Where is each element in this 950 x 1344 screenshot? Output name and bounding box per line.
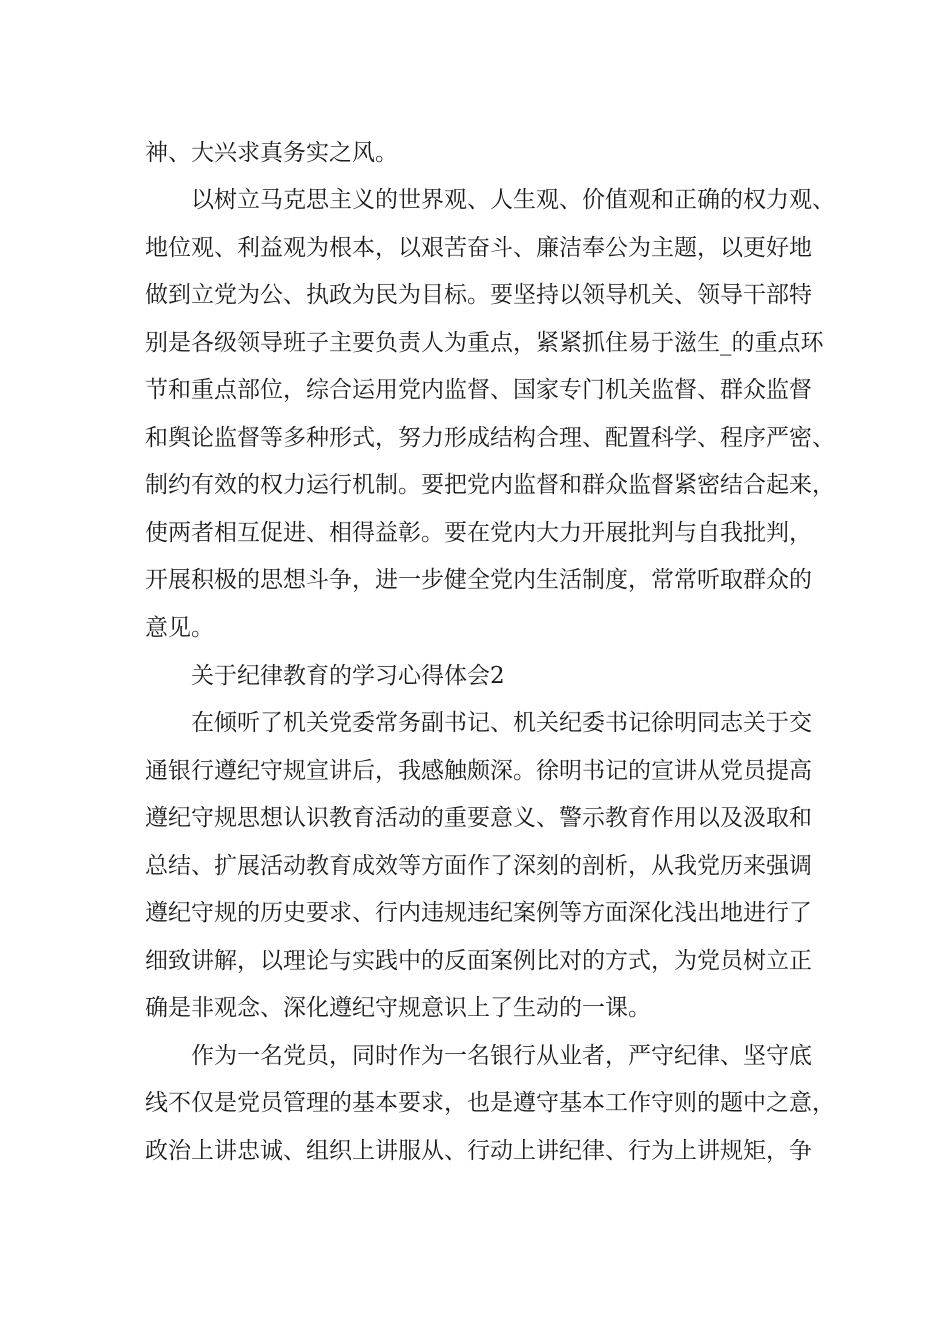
paragraph-line: 开展积极的思想斗争，进一步健全党内生活制度，常常听取群众的 xyxy=(145,567,812,593)
paragraph-line: 别是各级领导班子主要负责人为重点，紧紧抓住易于滋生_的重点环 xyxy=(145,330,824,356)
paragraph-line: 制约有效的权力运行机制。要把党内监督和群众监督紧密结合起来， xyxy=(145,472,835,498)
paragraph-line: 使两者相互促进、相得益彰。要在党内大力开展批判与自我批判， xyxy=(145,520,812,546)
paragraph-line: 节和重点部位，综合运用党内监督、国家专门机关监督、群众监督 xyxy=(145,377,812,403)
paragraph-line: 遵纪守规的历史要求、行内违规违纪案例等方面深化浅出地进行了 xyxy=(145,900,812,926)
paragraph-line: 政治上讲忠诚、组织上讲服从、行动上讲纪律、行为上讲规矩，争 xyxy=(145,1138,812,1164)
paragraph-line: 线不仅是党员管理的基本要求，也是遵守基本工作守则的题中之意， xyxy=(145,1090,835,1116)
paragraph-line: 细致讲解，以理论与实践中的反面案例比对的方式，为党员树立正 xyxy=(145,948,812,974)
paragraph-line: 通银行遵纪守规宣讲后，我感触颇深。徐明书记的宣讲从党员提高 xyxy=(145,758,812,784)
paragraph-line: 总结、扩展活动教育成效等方面作了深刻的剖析，从我党历来强调 xyxy=(145,853,812,879)
paragraph-line: 地位观、利益观为根本，以艰苦奋斗、廉洁奉公为主题，以更好地 xyxy=(145,235,812,261)
paragraph-line: 和舆论监督等多种形式，努力形成结构合理、配置科学、程序严密、 xyxy=(145,425,835,451)
paragraph-line: 在倾听了机关党委常务副书记、机关纪委书记徐明同志关于交 xyxy=(191,710,812,736)
paragraph-line: 遵纪守规思想认识教育活动的重要意义、警示教育作用以及汲取和 xyxy=(145,805,812,831)
paragraph-line: 神、大兴求真务实之风。 xyxy=(145,140,398,166)
section-heading: 关于纪律教育的学习心得体会2 xyxy=(191,663,505,689)
paragraph-line: 以树立马克思主义的世界观、人生观、价值观和正确的权力观、 xyxy=(191,187,835,213)
paragraph-line: 意见。 xyxy=(145,615,214,641)
paragraph-line: 确是非观念、深化遵纪守规意识上了生动的一课。 xyxy=(145,995,651,1021)
paragraph-line: 做到立党为公、执政为民为目标。要坚持以领导机关、领导干部特 xyxy=(145,282,812,308)
paragraph-line: 作为一名党员，同时作为一名银行从业者，严守纪律、坚守底 xyxy=(191,1043,812,1069)
